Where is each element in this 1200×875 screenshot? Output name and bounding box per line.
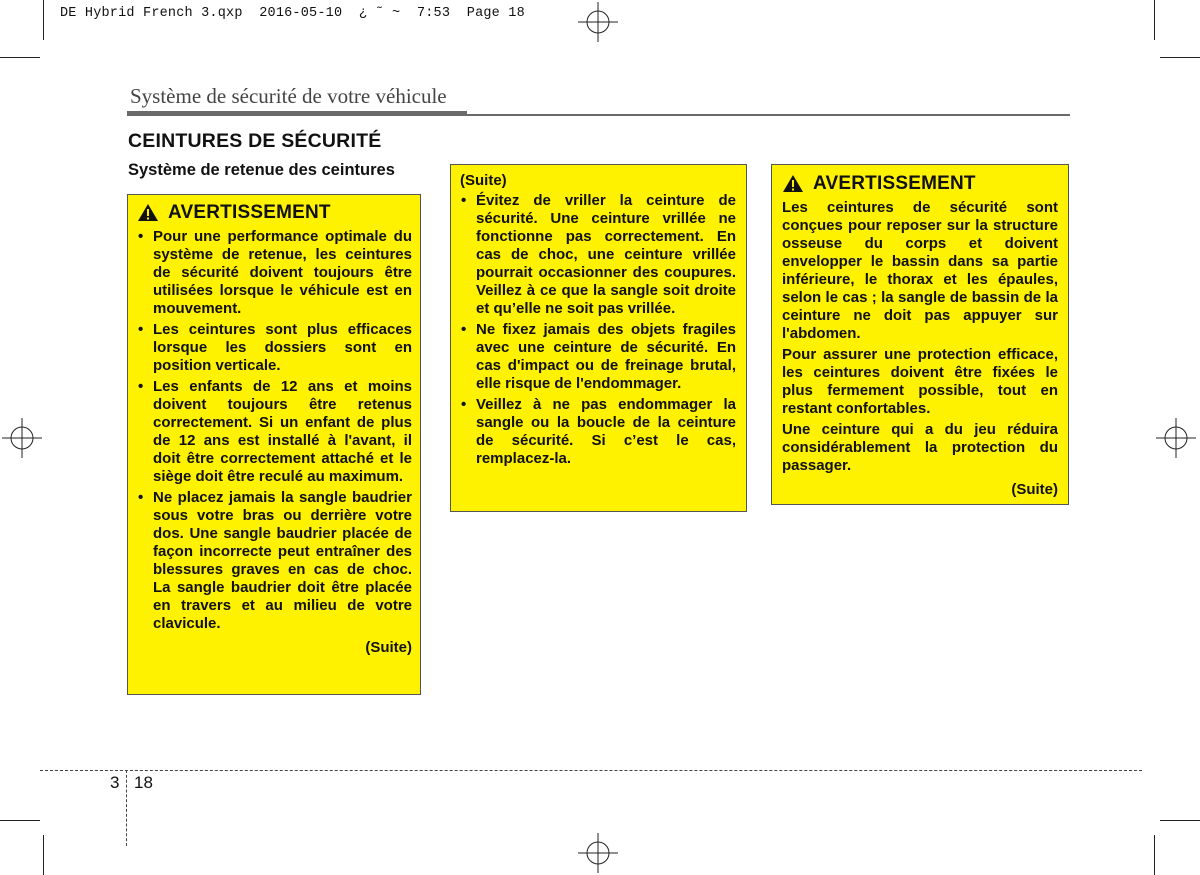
paragraph: Les ceintures de sécurité sont conçues pour reposer sur la structure osseuse du corps et doivent envelopper le bassin dans sa partie inférieure, le thorax et les épaules, selon le cas ; la sangle de bassin de la ceinture ne doit pas appuyer sur l'abdomen. bbox=[782, 199, 1058, 342]
crop-mark bbox=[1160, 57, 1200, 58]
crop-mark bbox=[43, 0, 44, 40]
warning-heading bbox=[137, 203, 412, 222]
crop-mark bbox=[1160, 820, 1200, 821]
running-header: Système de sécurité de votre véhicule bbox=[130, 84, 447, 108]
paragraph: Une ceinture qui a du jeu réduira considérablement la protection du passager. bbox=[782, 421, 1058, 474]
section-title: CEINTURES DE SÉCURITÉ bbox=[128, 130, 382, 152]
warning-heading-text: AVERTISSEMENT bbox=[813, 172, 976, 194]
paragraph: Pour assurer une protection efficace, les ceintures doivent être fixées le plus fermement possible, tout en restant confortables. bbox=[782, 346, 1058, 417]
registration-mark-icon bbox=[578, 833, 618, 873]
continued-label: (Suite) bbox=[1011, 481, 1058, 498]
crop-mark bbox=[43, 835, 44, 875]
list-item: • Pour une performance optimale du système de retenue, les ceintures de sécurité doivent toujours être utilisées lorsque le véhicule est en mouvement. bbox=[137, 228, 412, 318]
chapter-number: 3 bbox=[110, 773, 120, 792]
warning-heading-text: AVERTISSEMENT bbox=[168, 201, 331, 223]
header-rule-thin bbox=[467, 114, 1070, 116]
list-item: • Ne fixez jamais des objets fragiles avec une ceinture de sécurité. En cas d'impact ou de freinage brutal, elle risque de l'endommager. bbox=[460, 321, 736, 393]
sub-title: Système de retenue des ceintures bbox=[128, 161, 395, 179]
warning-box-2 bbox=[450, 164, 747, 512]
crop-mark bbox=[0, 57, 40, 58]
warning-triangle-icon bbox=[782, 174, 804, 193]
registration-mark-icon bbox=[578, 2, 618, 42]
warning-box-1 bbox=[127, 194, 421, 695]
crop-mark bbox=[0, 820, 40, 821]
list-item: • Évitez de vriller la ceinture de sécurité. Une ceinture vrillée ne fonctionne pas correctement. En cas de choc, une ceinture vrillée pourrait occasionner des coupures. Veillez à ce que la sangle soit droite et qu’elle ne soit pas vrillée. bbox=[460, 192, 736, 318]
continued-label: (Suite) bbox=[365, 639, 412, 656]
list-item: • Les ceintures sont plus efficaces lorsque les dossiers sont en position verticale. bbox=[137, 321, 412, 375]
list-item: • Ne placez jamais la sangle baudrier sous votre bras ou derrière votre dos. Une sangle baudrier placée de façon incorrecte peut entraîner des blessures graves en cas de choc. La sangle baudrier doit être placée en travers et au milieu de votre clavicule. bbox=[137, 489, 412, 633]
registration-mark-icon bbox=[1156, 418, 1196, 458]
continued-label: (Suite) bbox=[460, 172, 507, 189]
crop-mark bbox=[1154, 0, 1155, 40]
registration-mark-icon bbox=[2, 418, 42, 458]
header-rule-thick bbox=[127, 111, 467, 116]
page-number: 18 bbox=[134, 773, 153, 792]
warning-heading bbox=[782, 174, 1058, 193]
warning-box-3 bbox=[771, 164, 1069, 505]
warning-triangle-icon bbox=[137, 203, 159, 222]
list-item: • Les enfants de 12 ans et moins doivent toujours être retenus correctement. Si un enfant de plus de 12 ans est installé à l'avant, il doit être correctement attaché et le siège doit être reculé au maximum. bbox=[137, 378, 412, 486]
footer-rule bbox=[40, 770, 1142, 771]
list-item: • Veillez à ne pas endommager la sangle ou la boucle de la ceinture de sécurité. Si c’est le cas, remplacez-la. bbox=[460, 396, 736, 468]
crop-mark bbox=[1154, 835, 1155, 875]
print-slug: DE Hybrid French 3.qxp 2016-05-10 ¿ ˜ ~ 7:53 Page 18 bbox=[60, 6, 525, 21]
footer-divider bbox=[126, 770, 127, 846]
